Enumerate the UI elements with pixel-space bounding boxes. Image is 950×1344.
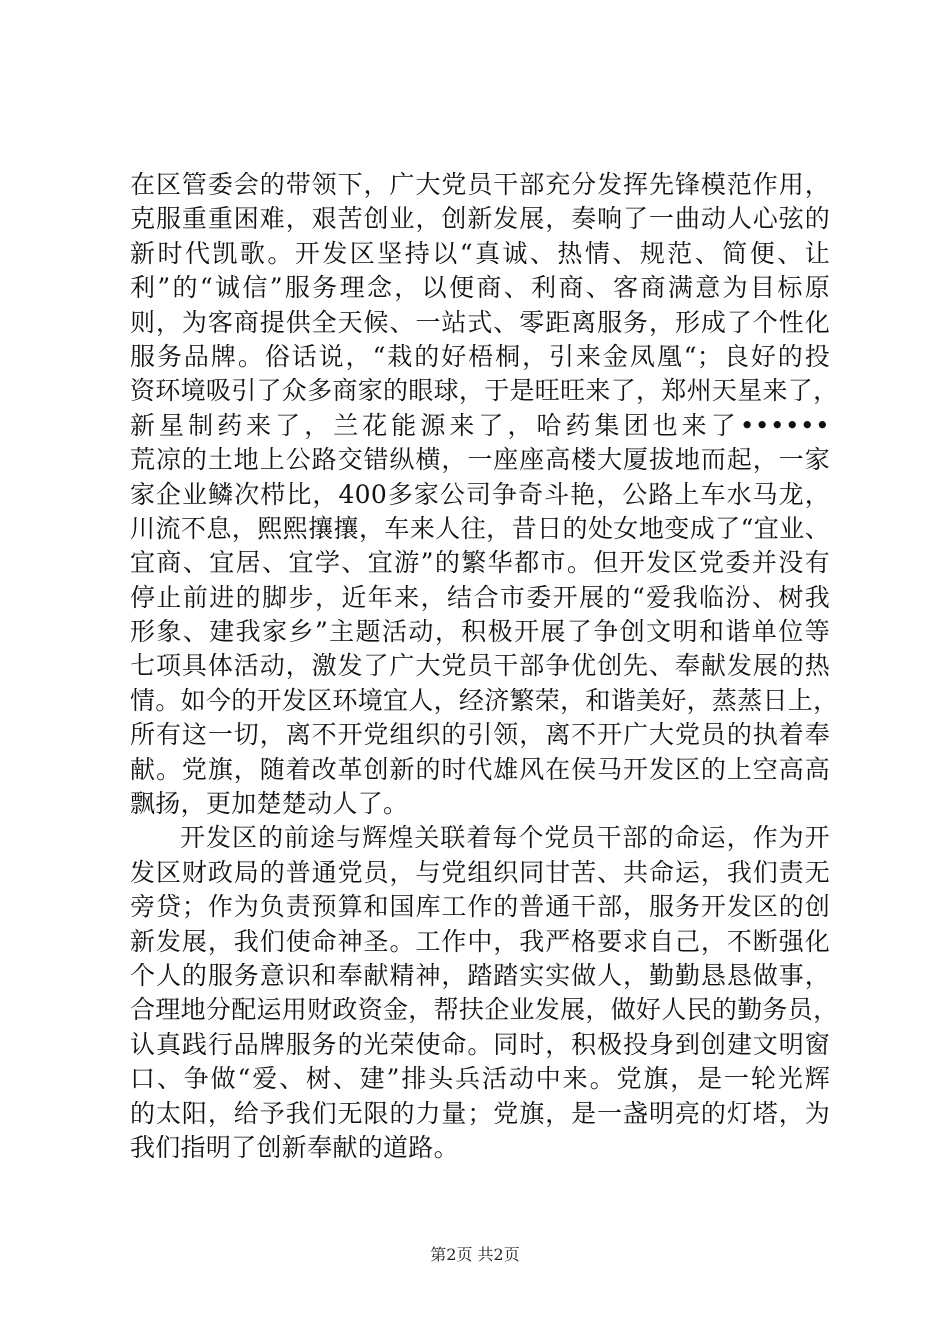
text-line: 利”的“诚信”服务理念，以便商、利商、客商满意为目标原 [130,273,830,303]
text-line: 新星制药来了，兰花能源来了，哈药集团也来了•••••• [130,410,830,440]
text-line: 停止前进的脚步，近年来，结合市委开展的“爱我临汾、树我 [130,582,830,612]
text-line: 宜商、宜居、宜学、宜游”的繁华都市。但开发区党委并没有 [130,548,830,578]
text-line: 的太阳，给予我们无限的力量；党旗，是一盏明亮的灯塔，为 [130,1098,830,1128]
document-body [130,168,839,1165]
text-line: 克服重重困难，艰苦创业，创新发展，奏响了一曲动人心弦的 [130,204,830,234]
paragraph-1 [130,168,839,821]
text-line: 新时代凯歌。开发区坚持以“真诚、热情、规范、简便、让 [130,238,830,268]
page-footer [0,1244,950,1266]
text-line: 开发区的前途与辉煌关联着每个党员干部的命运，作为开 [180,823,830,853]
text-line: 家企业鳞次栉比，400多家公司争奇斗艳，公路上车水马龙， [130,479,830,509]
text-line: 认真践行品牌服务的光荣使命。同时，积极投身到创建文明窗 [130,1029,830,1059]
text-line: 献。党旗，随着改革创新的时代雄风在侯马开发区的上空高高 [130,754,830,784]
text-line: 所有这一切，离不开党组织的引领，离不开广大党员的执着奉 [130,720,830,750]
text-line: 在区管委会的带领下，广大党员干部充分发挥先锋模范作用， [130,170,830,199]
text-line: 新发展，我们使命神圣。工作中，我严格要求自己，不断强化 [130,926,830,956]
text-line: 情。如今的开发区环境宜人，经济繁荣，和谐美好，蒸蒸日上， [130,685,839,715]
text-line: 旁贷；作为负责预算和国库工作的普通干部，服务开发区的创 [130,892,830,922]
text-line: 则，为客商提供全天候、一站式、零距离服务，形成了个性化 [130,307,830,337]
text-line: 飘扬，更加楚楚动人了。 [130,789,409,819]
text-line: 个人的服务意识和奉献精神，踏踏实实做人，勤勤恳恳做事， [130,960,830,990]
text-line: 荒凉的土地上公路交错纵横，一座座高楼大厦拔地而起，一家 [130,445,830,475]
text-line: 合理地分配运用财政资金，帮扶企业发展，做好人民的勤务员， [130,995,839,1025]
text-line: 川流不息，熙熙攘攘，车来人往，昔日的处女地变成了“宜业、 [130,513,830,543]
text-line: 服务品牌。俗话说，“栽的好梧桐，引来金凤凰“；良好的投 [130,341,830,371]
text-line: 七项具体活动，激发了广大党员干部争优创先、奉献发展的热 [130,651,830,681]
text-line: 形象、建我家乡”主题活动，积极开展了争创文明和谐单位等 [130,617,830,647]
text-line: 我们指明了创新奉献的道路。 [130,1132,459,1162]
text-line: 口、争做“爱、树、建”排头兵活动中来。党旗，是一轮光辉 [130,1064,830,1094]
page-number-label: 第2页 共2页 [430,1245,520,1264]
text-line: 发区财政局的普通党员，与党组织同甘苦、共命运，我们责无 [130,857,830,887]
text-line: 资环境吸引了众多商家的眼球，于是旺旺来了，郑州天星来了， [130,376,839,406]
paragraph-2 [130,821,839,1165]
